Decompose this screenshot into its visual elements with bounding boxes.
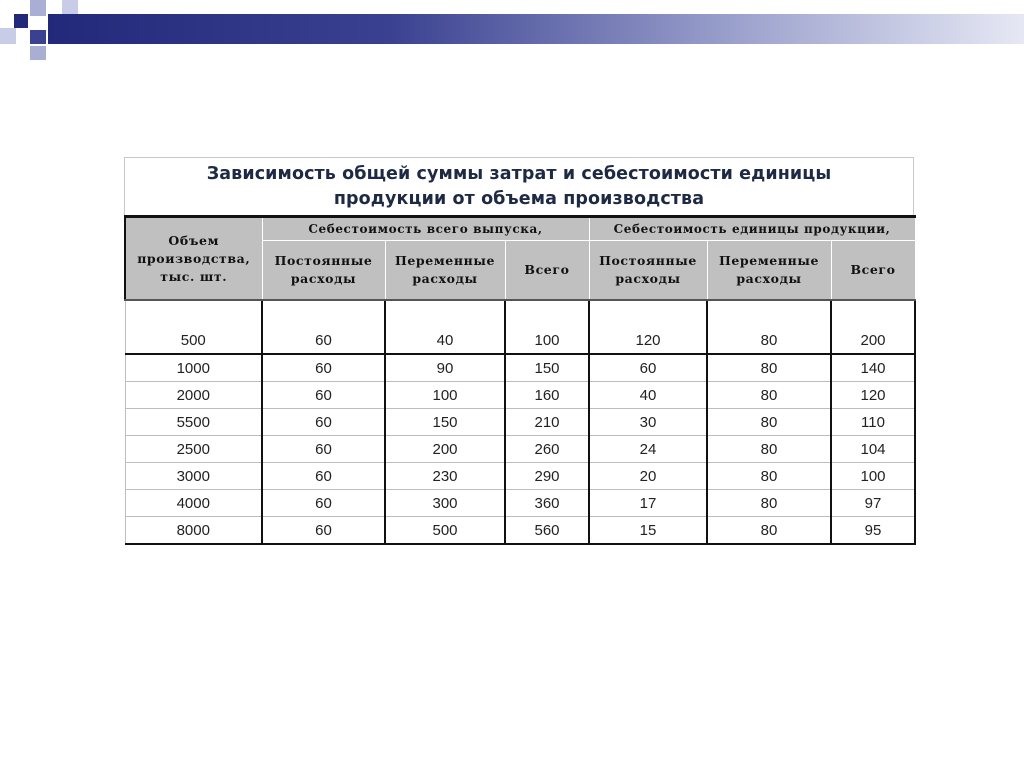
cell-unit-variable: 80 [707,490,831,517]
cell-total-variable: 230 [385,463,505,490]
cell-total-sum: 210 [505,409,589,436]
table-row [125,382,915,409]
cell-volume: 5500 [125,409,262,436]
cell-unit-fixed: 60 [589,354,707,382]
cell-volume: 500 [125,300,262,354]
cell-unit-sum: 140 [831,354,915,382]
decor-square-3 [62,0,78,14]
table-row [125,436,915,463]
cell-unit-fixed: 17 [589,490,707,517]
cell-total-fixed: 60 [262,300,385,354]
cell-unit-sum: 100 [831,463,915,490]
cell-total-variable: 200 [385,436,505,463]
cell-unit-variable: 80 [707,463,831,490]
cell-volume: 2500 [125,436,262,463]
header-group-total-cost: Себестоимость всего выпуска, [262,217,589,241]
cell-total-fixed: 60 [262,463,385,490]
header-volume: Объем производства, тыс. шт. [125,217,262,301]
table-row [125,300,915,354]
cell-unit-sum: 97 [831,490,915,517]
decor-square-5 [30,30,46,44]
table-row [125,354,915,382]
cell-total-variable: 90 [385,354,505,382]
cell-total-sum: 100 [505,300,589,354]
header-unit-fixed: Постоянные расходы [589,241,707,301]
cell-total-sum: 150 [505,354,589,382]
table-title: Зависимость общей суммы затрат и себестоимости единицы продукции от объема производства [206,163,832,209]
decor-square-1 [14,14,28,28]
cell-unit-variable: 80 [707,409,831,436]
decor-square-4 [0,28,16,44]
cell-unit-variable: 80 [707,382,831,409]
cell-unit-variable: 80 [707,354,831,382]
cell-unit-sum: 200 [831,300,915,354]
cell-unit-fixed: 20 [589,463,707,490]
cell-unit-fixed: 15 [589,517,707,545]
table-title-box [124,157,914,215]
cell-total-fixed: 60 [262,409,385,436]
cell-unit-sum: 110 [831,409,915,436]
cell-total-sum: 290 [505,463,589,490]
cell-unit-fixed: 120 [589,300,707,354]
cell-unit-sum: 95 [831,517,915,545]
cell-unit-fixed: 30 [589,409,707,436]
cell-total-sum: 560 [505,517,589,545]
cell-unit-variable: 80 [707,436,831,463]
header-total-variable: Переменные расходы [385,241,505,301]
cell-total-fixed: 60 [262,354,385,382]
cell-total-variable: 150 [385,409,505,436]
cell-total-variable: 300 [385,490,505,517]
header-total-fixed: Постоянные расходы [262,241,385,301]
cell-volume: 1000 [125,354,262,382]
cell-total-variable: 40 [385,300,505,354]
cell-total-variable: 500 [385,517,505,545]
cell-volume: 3000 [125,463,262,490]
header-unit-variable: Переменные расходы [707,241,831,301]
header-unit-sum: Всего [831,241,915,301]
cell-volume: 4000 [125,490,262,517]
cell-unit-variable: 80 [707,517,831,545]
cell-total-fixed: 60 [262,490,385,517]
cell-unit-sum: 104 [831,436,915,463]
cell-volume: 8000 [125,517,262,545]
cell-unit-fixed: 24 [589,436,707,463]
cost-table [124,215,916,545]
cell-total-fixed: 60 [262,436,385,463]
cell-total-variable: 100 [385,382,505,409]
table-row [125,490,915,517]
header-group-unit-cost: Себестоимость единицы продукции, [589,217,915,241]
header-total-sum: Всего [505,241,589,301]
decor-square-6 [30,46,46,60]
cell-total-sum: 160 [505,382,589,409]
cell-unit-variable: 80 [707,300,831,354]
table-row [125,409,915,436]
cell-unit-fixed: 40 [589,382,707,409]
cell-total-fixed: 60 [262,517,385,545]
title-bar-gradient [48,14,1024,44]
cell-volume: 2000 [125,382,262,409]
table-row [125,517,915,545]
cell-total-sum: 260 [505,436,589,463]
cell-unit-sum: 120 [831,382,915,409]
cell-total-fixed: 60 [262,382,385,409]
table-row [125,463,915,490]
cell-total-sum: 360 [505,490,589,517]
decor-square-2 [30,0,46,16]
